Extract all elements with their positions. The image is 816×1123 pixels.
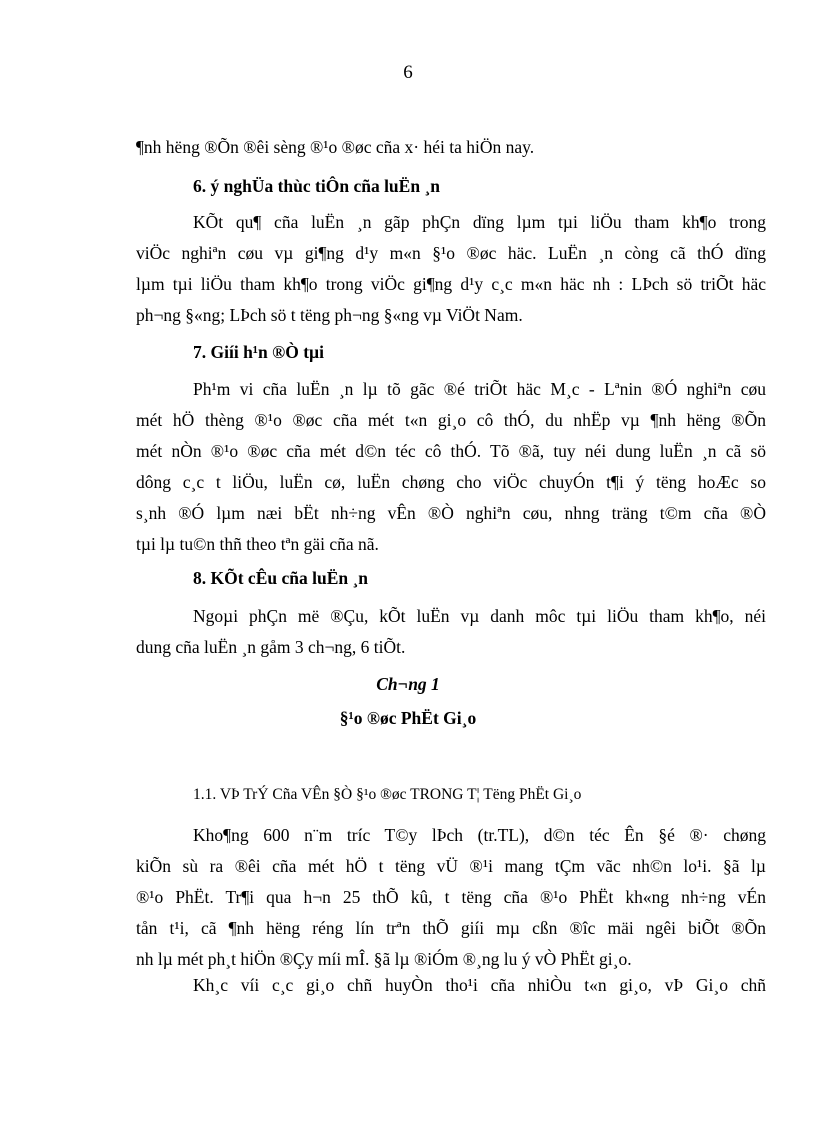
chapter-label: Ch¬ng 1 xyxy=(376,674,440,694)
page-number: 6 xyxy=(403,62,413,83)
paragraph-practical-significance xyxy=(136,207,766,331)
paragraph-structure xyxy=(136,601,766,663)
text-line: nh lµ mét ph¸t hiÖn ®Çy míi mÎ. §ã lµ ®iÓm ®¸ng lu ý vÒ PhËt gi¸o. xyxy=(136,949,632,969)
paragraph-section-1-1 xyxy=(136,820,766,975)
subsection-heading: 1.1. VÞ TrÝ Cña VÊn §Ò §¹o ®øc TRONG T¦ Tëng PhËt Gi¸o xyxy=(193,786,582,803)
section-heading-8: 8. KÕt cÊu cña luËn ¸n xyxy=(193,568,369,588)
text-line: KÕt qu¶ cña luËn ¸n gãp phÇn dïng lµm tµi liÖu tham kh¶o trong xyxy=(193,212,766,232)
text-line: mét hÖ thèng ®¹o ®øc cña mét t«n gi¸o cô thÓ, du nhËp vµ ¶nh hëng ®Õn xyxy=(136,410,766,430)
text-line: viÖc nghiªn cøu vµ gi¶ng d¹y m«n §¹o ®øc häc. LuËn ¸n còng cã thÓ dïng xyxy=(136,243,766,263)
text-line: kiÕn sù ra ®êi cña mét hÖ t tëng vÜ ®¹i mang tÇm vãc nh©n lo¹i. §ã lµ xyxy=(136,856,766,876)
text-line: s¸nh ®Ó lµm næi bËt nh÷ng vÊn ®Ò nghiªn cøu, nhng träng t©m cña ®Ò xyxy=(136,503,766,523)
text-line: Kh¸c víi c¸c gi¸o chñ huyÒn tho¹i cña nhiÒu t«n gi¸o, vÞ Gi¸o chñ xyxy=(193,975,766,995)
text-line: tµi lµ tu©n thñ theo tªn gäi cña nã. xyxy=(136,534,379,554)
text-line: ph¬ng §«ng; LÞch sö t tëng ph¬ng §«ng vµ ViÖt Nam. xyxy=(136,305,523,325)
text-line: lµm tµi liÖu tham kh¶o trong viÖc gi¶ng d¹y c¸c m«n häc nh : LÞch sö triÕt häc xyxy=(136,274,766,294)
paragraph-scope xyxy=(136,374,766,560)
text-line: Kho¶ng 600 n¨m tríc T©y lÞch (tr.TL), d©n téc Ên §é ®· chøng xyxy=(193,825,766,845)
text-line: dung cña luËn ¸n gåm 3 ch¬ng, 6 tiÕt. xyxy=(136,637,406,657)
section-heading-7: 7. Giíi h¹n ®Ò tµi xyxy=(193,342,324,362)
text-line: ®¹o PhËt. Tr¶i qua h¬n 25 thÕ kû, t tëng cña ®¹o PhËt kh«ng nh÷ng vÉn xyxy=(136,887,766,907)
paragraph-next xyxy=(136,970,766,1001)
text-line: ¶nh hëng ®Õn ®êi sèng ®¹o ®øc cña x· héi ta hiÖn nay. xyxy=(136,137,535,157)
section-heading-6: 6. ý nghÜa thùc tiÔn cña luËn ¸n xyxy=(193,176,441,196)
paragraph-continuation xyxy=(136,132,766,163)
text-line: Ngoµi phÇn më ®Çu, kÕt luËn vµ danh môc tµi liÖu tham kh¶o, néi xyxy=(193,606,766,626)
text-line: dông c¸c t liÖu, luËn cø, luËn chøng cho viÖc chuyÓn t¶i ý tëng hoÆc so xyxy=(136,472,766,492)
text-line: tån t¹i, cã ¶nh hëng réng lín trªn thÕ giíi mµ cßn ®îc mäi ngêi biÕt ®Õn xyxy=(136,918,766,938)
text-line: Ph¹m vi cña luËn ¸n lµ tõ gãc ®é triÕt häc M¸c - Lªnin ®Ó nghiªn cøu xyxy=(193,379,766,399)
chapter-title: §¹o ®øc PhËt Gi¸o xyxy=(339,708,477,728)
text-line: mét nÒn ®¹o ®øc cña mét d©n téc cô thÓ. Tõ ®ã, tuy néi dung luËn ¸n cã sö xyxy=(136,441,766,461)
